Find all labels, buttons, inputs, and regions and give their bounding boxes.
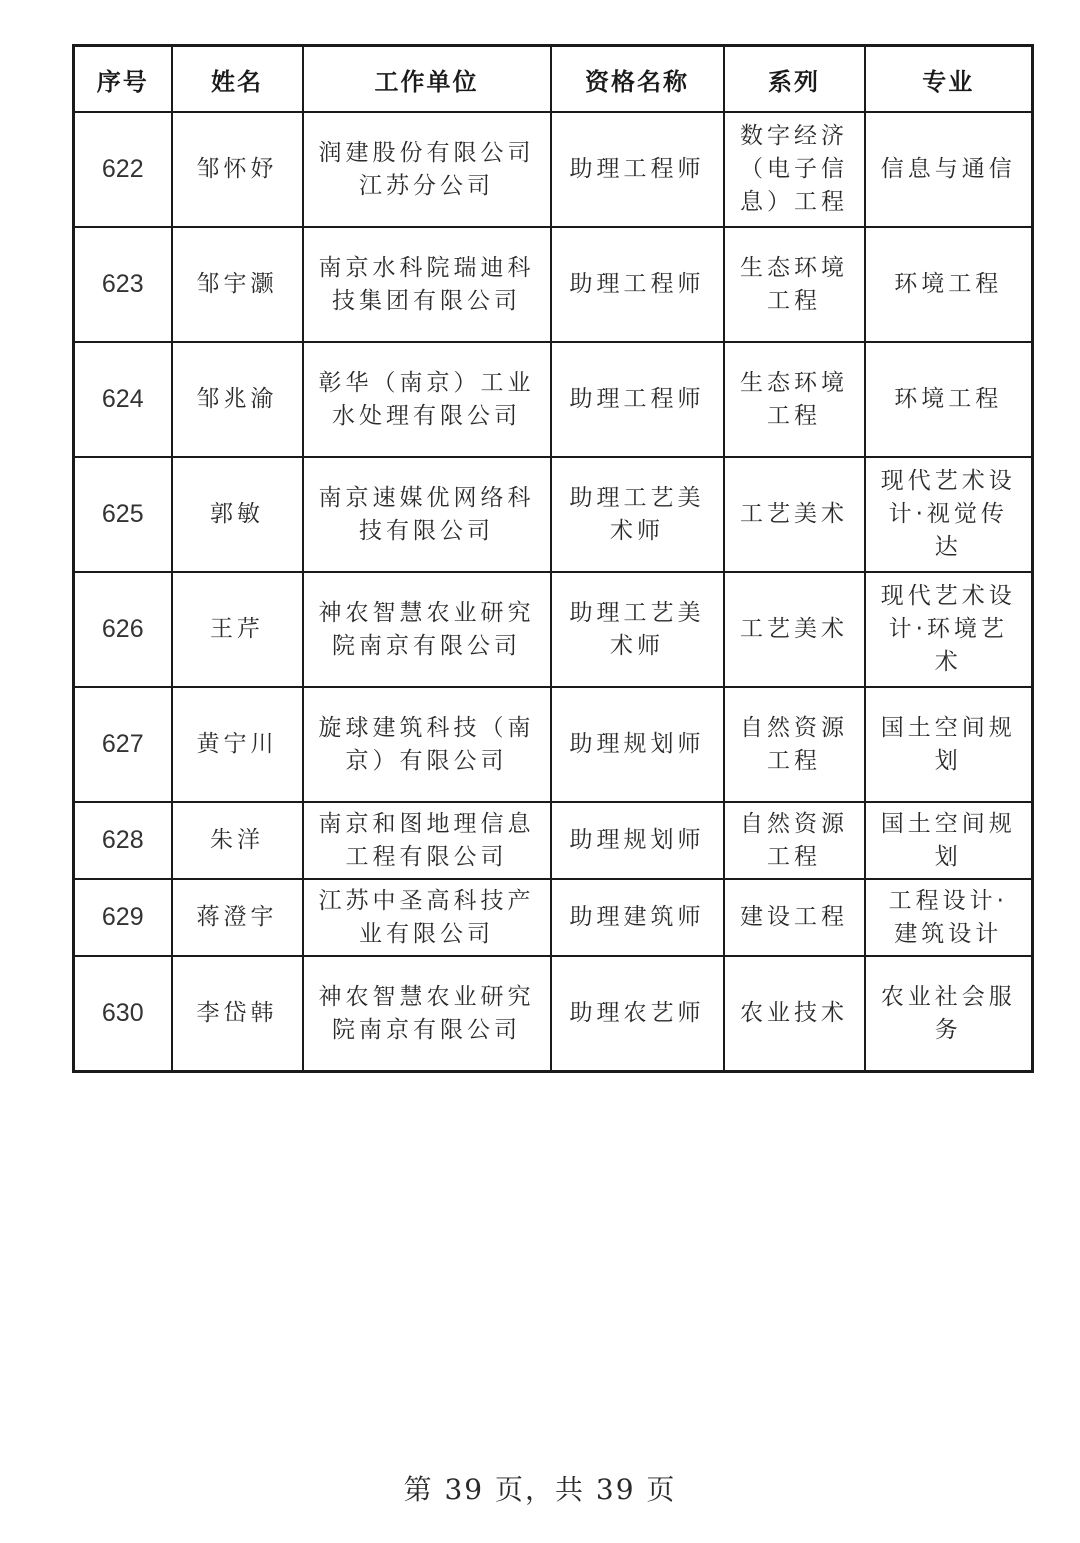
table-row [74, 457, 1033, 572]
cell-series: 生态环境工程 [724, 227, 865, 342]
table-row [74, 342, 1033, 457]
cell-employer: 彰华（南京）工业水处理有限公司 [303, 342, 551, 457]
table-row [74, 227, 1033, 342]
cell-serial-number: 627 [74, 687, 172, 802]
page-number-footer: 第 39 页，共 39 页 [403, 1473, 677, 1506]
cell-name: 黄宁川 [172, 687, 303, 802]
cell-serial-number: 628 [74, 802, 172, 879]
cell-qualification: 助理工艺美术师 [551, 457, 724, 572]
cell-serial-number: 630 [74, 956, 172, 1072]
cell-serial-number: 624 [74, 342, 172, 457]
cell-specialty: 国土空间规划 [865, 802, 1033, 879]
cell-serial-number: 622 [74, 112, 172, 227]
cell-qualification: 助理工程师 [551, 227, 724, 342]
table-header-row [74, 46, 1033, 113]
cell-employer: 神农智慧农业研究院南京有限公司 [303, 572, 551, 687]
cell-specialty: 农业社会服务 [865, 956, 1033, 1072]
cell-series: 农业技术 [724, 956, 865, 1072]
cell-employer: 神农智慧农业研究院南京有限公司 [303, 956, 551, 1072]
cell-employer: 旋球建筑科技（南京）有限公司 [303, 687, 551, 802]
cell-name: 郭敏 [172, 457, 303, 572]
header-specialty: 专业 [865, 46, 1033, 113]
cell-qualification: 助理规划师 [551, 802, 724, 879]
cell-specialty: 现代艺术设计·视觉传达 [865, 457, 1033, 572]
cell-employer: 南京和图地理信息工程有限公司 [303, 802, 551, 879]
cell-series: 工艺美术 [724, 457, 865, 572]
cell-name: 李岱韩 [172, 956, 303, 1072]
cell-name: 蒋澄宇 [172, 879, 303, 956]
table-row [74, 112, 1033, 227]
cell-specialty: 工程设计·建筑设计 [865, 879, 1033, 956]
cell-series: 自然资源工程 [724, 687, 865, 802]
cell-employer: 江苏中圣高科技产业有限公司 [303, 879, 551, 956]
cell-serial-number: 626 [74, 572, 172, 687]
cell-series: 工艺美术 [724, 572, 865, 687]
cell-serial-number: 623 [74, 227, 172, 342]
cell-serial-number: 625 [74, 457, 172, 572]
cell-name: 邹怀妤 [172, 112, 303, 227]
cell-series: 自然资源工程 [724, 802, 865, 879]
cell-qualification: 助理工程师 [551, 342, 724, 457]
cell-specialty: 环境工程 [865, 342, 1033, 457]
cell-name: 朱洋 [172, 802, 303, 879]
cell-employer: 南京水科院瑞迪科技集团有限公司 [303, 227, 551, 342]
cell-specialty: 国土空间规划 [865, 687, 1033, 802]
table-row [74, 879, 1033, 956]
qualification-roster-table [72, 44, 1034, 1073]
cell-series: 生态环境工程 [724, 342, 865, 457]
cell-qualification: 助理建筑师 [551, 879, 724, 956]
header-employer: 工作单位 [303, 46, 551, 113]
cell-qualification: 助理工程师 [551, 112, 724, 227]
cell-employer: 南京速媒优网络科技有限公司 [303, 457, 551, 572]
cell-qualification: 助理规划师 [551, 687, 724, 802]
cell-serial-number: 629 [74, 879, 172, 956]
cell-name: 邹宇灏 [172, 227, 303, 342]
cell-qualification: 助理工艺美术师 [551, 572, 724, 687]
cell-specialty: 现代艺术设计·环境艺术 [865, 572, 1033, 687]
cell-specialty: 环境工程 [865, 227, 1033, 342]
table-row [74, 572, 1033, 687]
table-row [74, 687, 1033, 802]
table-row [74, 802, 1033, 879]
cell-series: 数字经济（电子信息）工程 [724, 112, 865, 227]
cell-qualification: 助理农艺师 [551, 956, 724, 1072]
cell-series: 建设工程 [724, 879, 865, 956]
table-row [74, 956, 1033, 1072]
cell-employer: 润建股份有限公司江苏分公司 [303, 112, 551, 227]
header-serial-number: 序号 [74, 46, 172, 113]
header-name: 姓名 [172, 46, 303, 113]
cell-specialty: 信息与通信 [865, 112, 1033, 227]
header-series: 系列 [724, 46, 865, 113]
header-qualification: 资格名称 [551, 46, 724, 113]
cell-name: 邹兆渝 [172, 342, 303, 457]
cell-name: 王芹 [172, 572, 303, 687]
